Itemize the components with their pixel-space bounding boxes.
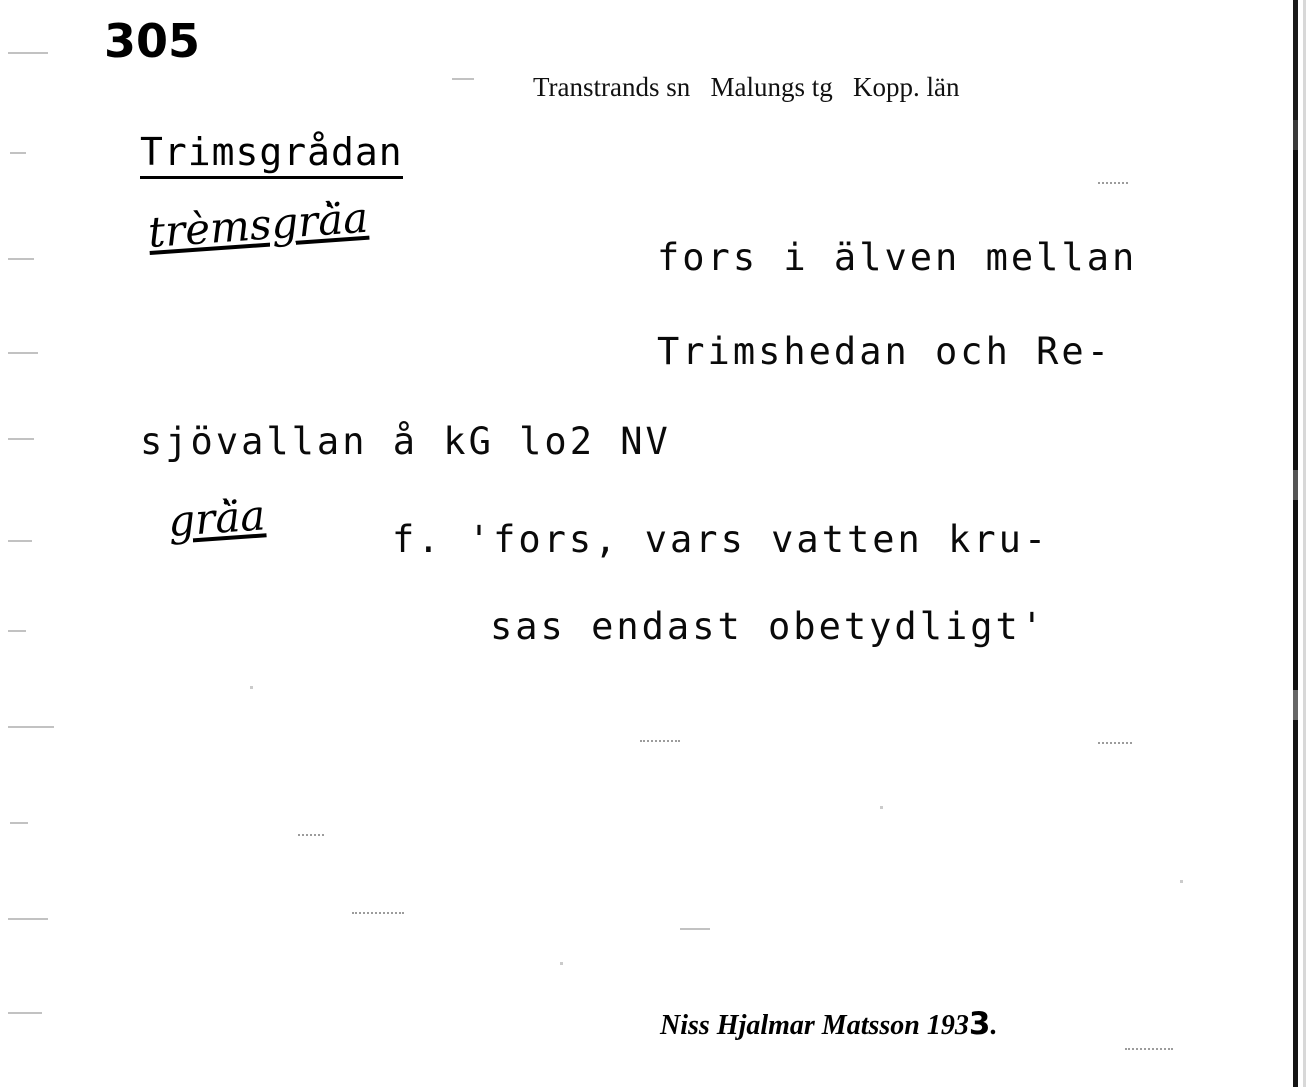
scan-artifact [8,630,26,632]
scan-artifact [8,726,54,728]
scan-artifact [452,78,474,80]
signature-name: Niss Hjalmar Matsson 193 [660,1010,969,1041]
definition-line-3: sjövallan å kG lo2 NV [140,420,671,463]
phonetic-transcription-main: trèmsgrà̈a [146,192,370,257]
scan-artifact [8,918,48,920]
scan-speck [880,806,883,809]
scan-edge-shadow [1293,0,1298,1087]
scan-artifact [1098,742,1132,744]
signature-year-digit: 3 [968,1006,991,1042]
page-number: 305 [104,14,201,68]
phonetic-transcription-second: grà̈a [166,490,267,546]
scan-artifact [8,352,38,354]
scan-artifact [8,540,32,542]
scan-artifact [1098,182,1128,184]
scan-artifact [10,822,28,824]
scan-artifact [680,928,710,930]
scan-artifact [640,740,680,742]
scan-artifact [8,52,48,54]
parish-district-county-heading: Transtrands sn Malungs tg Kopp. län [533,72,960,102]
definition-line-2: Trimshedan och Re- [657,330,1112,373]
definition-line-1: fors i älven mellan [657,236,1138,279]
scan-artifact [8,258,34,260]
scan-artifact [352,912,404,914]
signature [660,1006,997,1042]
scan-artifact [8,1012,42,1014]
signature-trailing: . [990,1010,998,1041]
scan-artifact [10,152,26,154]
definition-line-5: sas endast obetydligt' [490,605,1047,648]
scan-artifact [8,438,34,440]
headword: Trimsgrådan [140,130,403,179]
definition-line-4: f. 'fors, vars vatten kru- [392,518,1050,561]
signature-underline [1125,1048,1173,1050]
scan-speck [1180,880,1183,883]
scan-speck [560,962,563,965]
scan-artifact [298,834,324,836]
scan-speck [250,686,253,689]
